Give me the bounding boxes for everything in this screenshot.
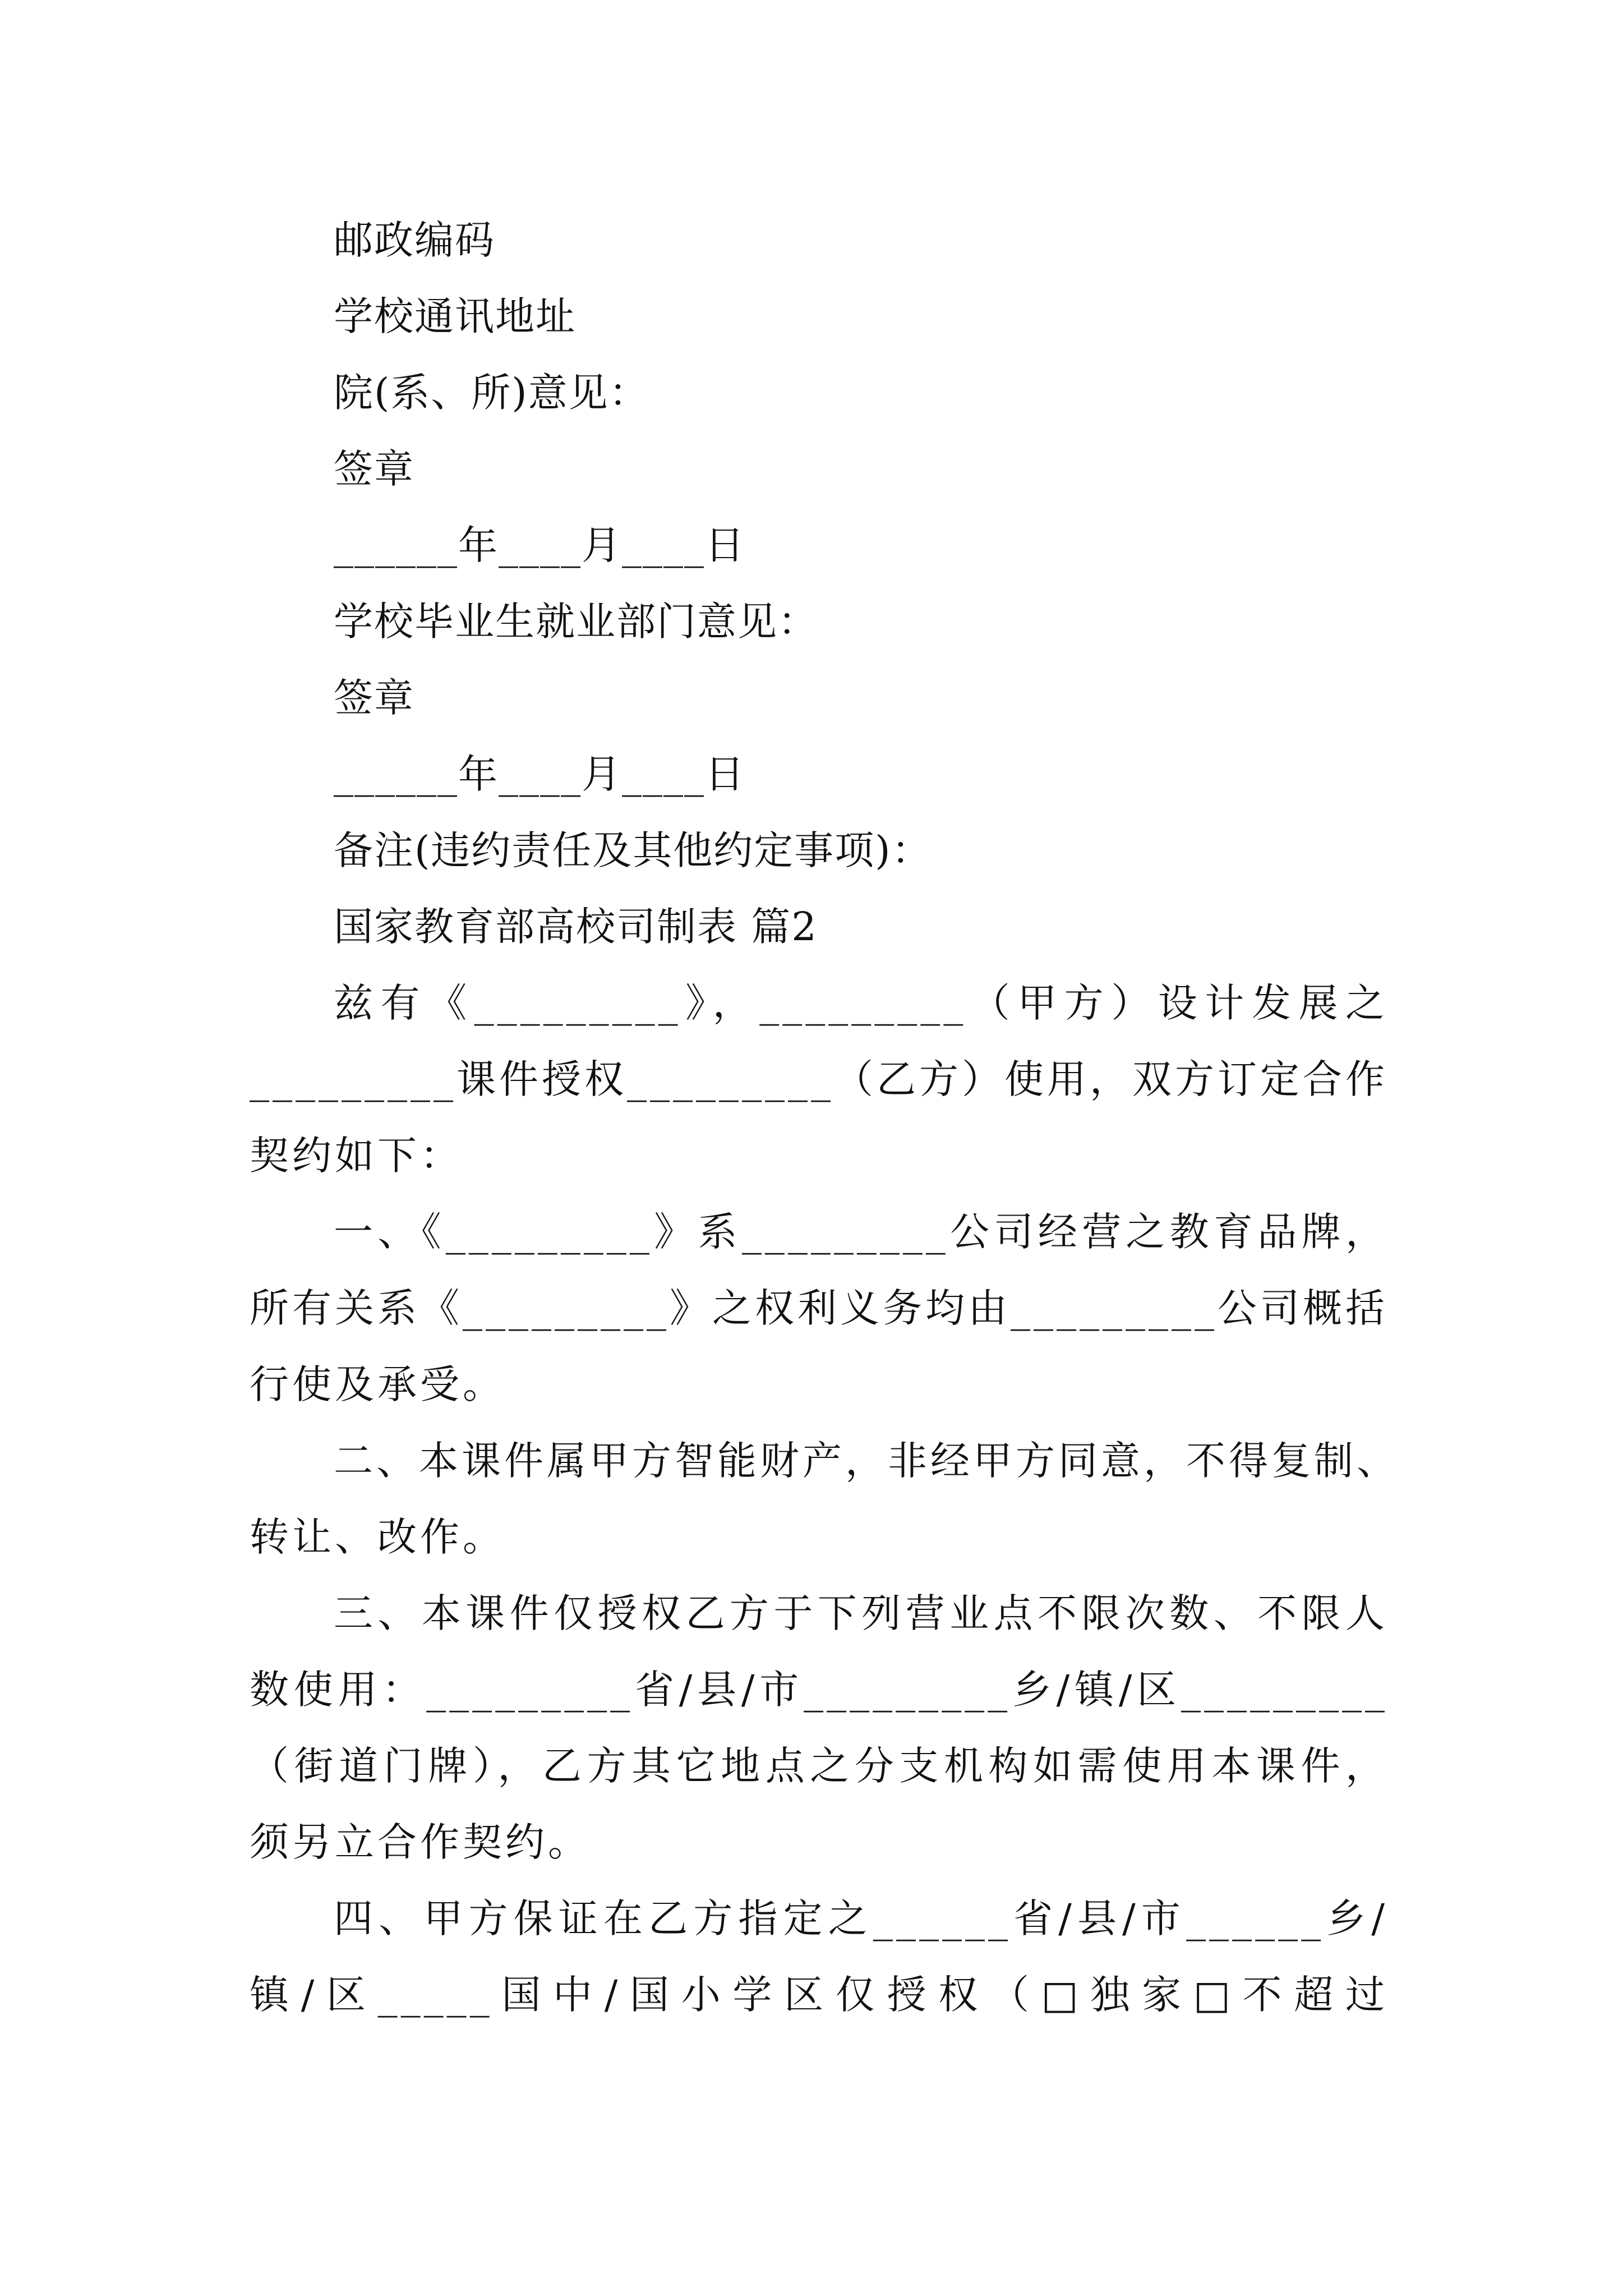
paragraph-line: 所有关系《_________》之权利义务均由_________公司概括 (250, 1285, 1388, 1331)
paragraph-clause-1 (250, 1194, 1388, 1423)
department-opinion-label: 院(系、所)意见： (334, 370, 649, 416)
paragraph-line: 契约如下： (250, 1133, 463, 1179)
document-body (250, 202, 1399, 2033)
remarks-label: 备注(违约责任及其他约定事项)： (334, 827, 932, 873)
paragraph-line: 须另立合作契约。 (250, 1819, 591, 1865)
postal-code-label: 邮政编码 (334, 217, 495, 263)
date-line: ______年____月____日 (334, 522, 745, 568)
paragraph-line: 行使及承受。 (250, 1361, 505, 1407)
paragraph-line: _________课件授权_________（乙方）使用，双方订定合作 (250, 1056, 1388, 1102)
paragraph-clause-4 (250, 1880, 1388, 2033)
section-heading: 国家教育部高校司制表 篇2 (334, 904, 818, 950)
paragraph-line: 一、《_________》系_________公司经营之教育品牌， (334, 1209, 1388, 1255)
paragraph-clause-2 (250, 1423, 1399, 1575)
paragraph-line: 数使用：_________省/县/市_________乡/镇/区_________ (250, 1667, 1388, 1713)
employment-department-opinion-label: 学校毕业生就业部门意见： (334, 599, 818, 645)
paragraph-line: 兹有《_________》，_________（甲方）设计发展之 (334, 980, 1388, 1026)
paragraph-line: 四、甲方保证在乙方指定之______省/县/市______乡/ (334, 1895, 1388, 1941)
school-address-label: 学校通讯地址 (334, 293, 576, 339)
signature-label: 签章 (334, 675, 414, 721)
paragraph-line: 镇/区_____国中/国小学区仅授权（□独家□不超过 (250, 1972, 1388, 2018)
paragraph-clause-3 (250, 1575, 1388, 1880)
paragraph-line: （街道门牌），乙方其它地点之分支机构如需使用本课件， (250, 1743, 1388, 1789)
paragraph-line: 三、本课件仅授权乙方于下列营业点不限次数、不限人 (334, 1590, 1388, 1636)
signature-label: 签章 (334, 446, 414, 492)
paragraph-intro (250, 965, 1388, 1194)
paragraph-line: 转让、改作。 (250, 1514, 505, 1560)
paragraph-line: 二、本课件属甲方智能财产，非经甲方同意，不得复制、 (334, 1438, 1399, 1484)
date-line: ______年____月____日 (334, 751, 745, 797)
